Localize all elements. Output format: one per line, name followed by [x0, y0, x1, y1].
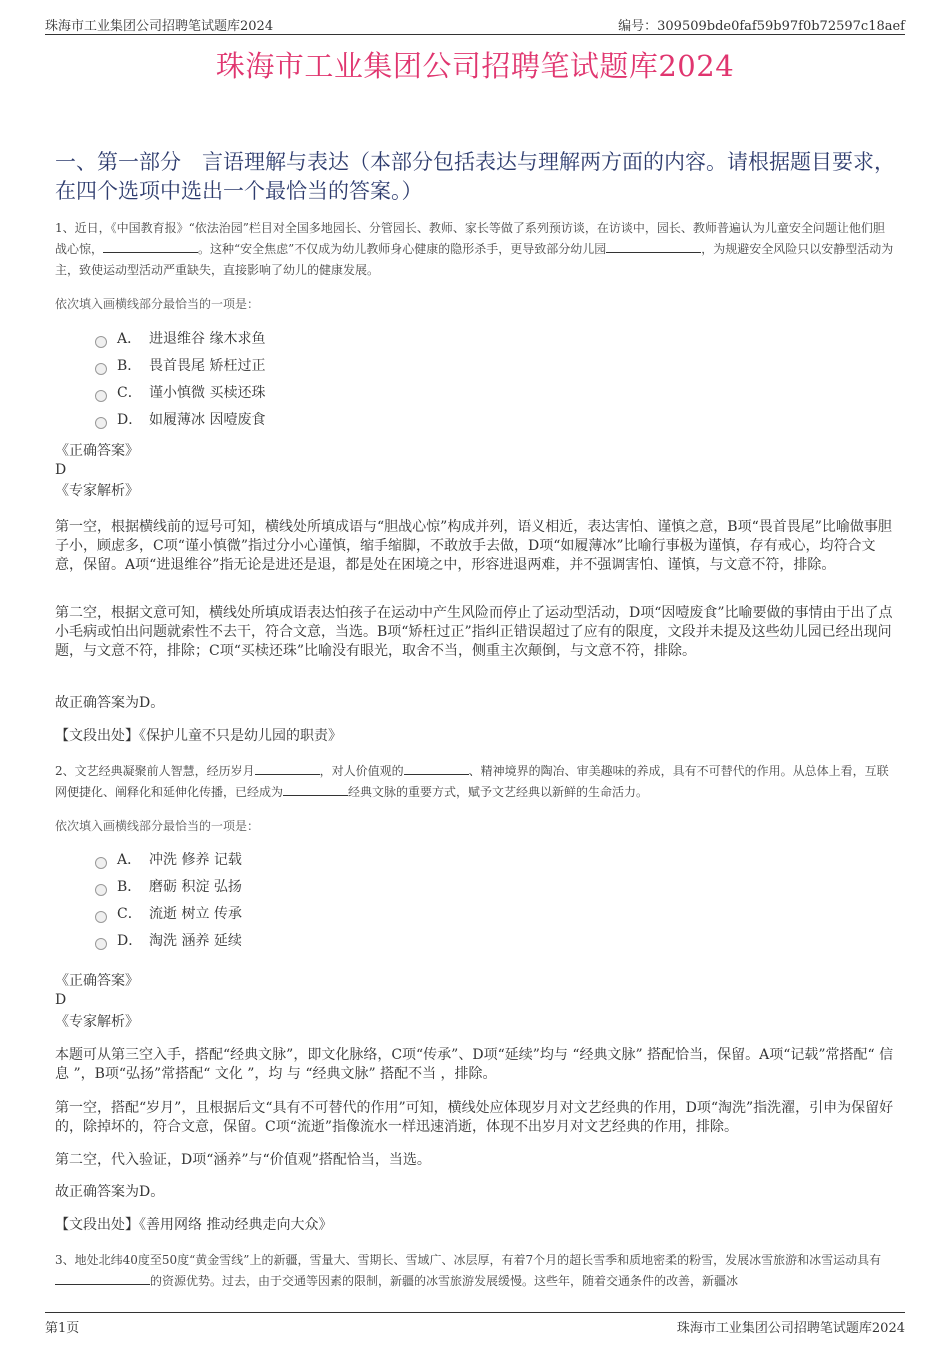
fill-blank: [404, 762, 469, 775]
analysis-paragraph: 本题可从第三空入手，搭配“经典文脉”，即文化脉络，C项“传承”、D项“延续”均与 “经典文脉” 搭配恰当，保留。A项“记载”常搭配“ 信息 ”，B项“弘扬”常搭配“ 文化 ”，均 与 “经典文脉” 搭配不当 ，排除。: [55, 1047, 894, 1082]
fill-blank: [55, 1272, 150, 1285]
footer-doc-title: 珠海市工业集团公司招聘笔试题库2024: [676, 1321, 905, 1336]
option-text: 畏首畏尾 矫枉过正: [149, 358, 266, 374]
stem-text: ，对人价值观的: [319, 764, 404, 778]
header-code-value: 309509bde0faf59b97f0b72597c18aef: [657, 19, 905, 34]
source-citation: 【文段出处】《保护儿童不只是幼儿园的职责》: [55, 728, 342, 744]
option-text: 流逝 树立 传承: [149, 906, 242, 922]
option-a[interactable]: [95, 326, 895, 353]
stem-text: 、精神境界的陶冶、审美趣味的养成，具有不可替代的作用。从总体上看，互联网便捷化、阐释化和延伸化传播，已经成为: [55, 764, 889, 799]
analysis-label: 《专家解析》: [55, 483, 139, 499]
analysis-label: 《专家解析》: [55, 1014, 139, 1030]
option-letter: A．: [117, 852, 142, 868]
stem-text: 。这种“安全焦虑”不仅成为幼儿教师身心健康的隐形杀手，更导致部分幼儿园: [198, 242, 607, 256]
radio-icon[interactable]: [95, 390, 107, 402]
question-2-stem: [55, 761, 895, 803]
header-doc-code: [618, 15, 905, 34]
option-text: 淘洗 涵养 延续: [149, 933, 242, 949]
page-header: [45, 12, 905, 35]
question-1-instruction: 依次填入画横线部分最恰当的一项是：: [55, 297, 260, 311]
option-letter: D．: [117, 412, 143, 428]
option-letter: C．: [117, 385, 142, 401]
header-code-label: 编号：: [618, 19, 658, 34]
stem-text: ，为规避安全风险只以安静型活动为主，致使运动型活动严重缺失，直接影响了幼儿的健康发展。: [55, 242, 894, 277]
fill-blank: [255, 762, 320, 775]
analysis-paragraph: 第二空，根据文意可知，横线处所填成语表达怕孩子在运动中产生风险而停止了运动型活动，D项“因噎废食”比喻要做的事情由于出了点小毛病或怕出问题就索性不去干，符合文意，当选。B项“矫枉过正”指纠正错误超过了应有的限度，文段并未提及这些幼儿园已经出现问题，与文意不符，排除；C项“买椟还珠”比喻没有眼光，取舍不当，侧重主次颠倒，与文意不符，排除。: [55, 605, 893, 659]
question-1-options: [95, 326, 895, 434]
page-title: 珠海市工业集团公司招聘笔试题库2024: [215, 49, 735, 83]
option-d[interactable]: [95, 928, 895, 955]
option-letter: A．: [117, 331, 142, 347]
option-c[interactable]: [95, 901, 895, 928]
stem-text: 的资源优势。过去，由于交通等因素的限制，新疆的冰雪旅游发展缓慢。这些年，随着交通条件的改善，新疆冰: [150, 1274, 739, 1288]
answer-label: 《正确答案》: [55, 973, 139, 989]
answer-value: D: [55, 462, 67, 478]
header-doc-title: 珠海市工业集团公司招聘笔试题库2024: [45, 19, 274, 34]
source-citation: 【文段出处】《善用网络 推动经典走向大众》: [55, 1217, 333, 1233]
page-footer: [45, 1312, 905, 1337]
fill-blank: [283, 783, 348, 796]
analysis-paragraph: 第一空，根据横线前的逗号可知，横线处所填成语与“胆战心惊”构成并列，语义相近，表达害怕、谨慎之意，B项“畏首畏尾”比喻做事胆子小，顾虑多，C项“谨小慎微”指过分小心谨慎，缩手缩脚，不敢放手去做，D项“如履薄冰”比喻行事极为谨慎，存有戒心，均符合文意，保留。A项“进退维谷”指无论是进还是退，都是处在困境之中，形容进退两难，并不强调害怕、谨慎，与文意不符，排除。: [55, 519, 892, 573]
radio-icon[interactable]: [95, 336, 107, 348]
stem-text: 经典文脉的重要方式，赋予文艺经典以新鲜的生命活力。: [348, 785, 649, 799]
option-letter: D．: [117, 933, 143, 949]
radio-icon[interactable]: [95, 911, 107, 923]
answer-value: D: [55, 992, 67, 1008]
option-b[interactable]: [95, 874, 895, 901]
page-number: 第1页: [45, 1321, 80, 1336]
radio-icon[interactable]: [95, 857, 107, 869]
option-text: 冲洗 修养 记载: [149, 852, 242, 868]
question-3-stem: [55, 1250, 895, 1292]
option-c[interactable]: [95, 380, 895, 407]
question-2-instruction: 依次填入画横线部分最恰当的一项是：: [55, 819, 260, 833]
option-letter: B．: [117, 879, 142, 895]
analysis-conclusion: 故正确答案为D。: [55, 695, 165, 711]
analysis-paragraph: 第二空，代入验证，D项“涵养”与“价值观”搭配恰当，当选。: [55, 1152, 431, 1168]
radio-icon[interactable]: [95, 363, 107, 375]
radio-icon[interactable]: [95, 417, 107, 429]
fill-blank: [103, 240, 198, 253]
stem-text: 1、近日，《中国教育报》“依法治园”栏目对全国多地园长、分管园长、教师、家长等做了系列预访谈，在访谈中，园长、教师普遍认为儿童安全问题让他们胆战心惊，: [55, 221, 885, 256]
answer-label: 《正确答案》: [55, 443, 139, 459]
analysis-paragraph: 第一空，搭配“岁月”，且根据后文“具有不可替代的作用”可知，横线处应体现岁月对文艺经典的作用，D项“淘洗”指洗濯，引申为保留好的，除掉坏的，符合文意，保留。C项“流逝”指像流水一样迅速消逝，体现不出岁月对文艺经典的作用，排除。: [55, 1100, 894, 1135]
option-d[interactable]: [95, 407, 895, 434]
analysis-conclusion: 故正确答案为D。: [55, 1184, 165, 1200]
radio-icon[interactable]: [95, 938, 107, 950]
option-text: 进退维谷 缘木求鱼: [149, 331, 266, 347]
question-2-options: [95, 847, 895, 955]
option-text: 谨小慎微 买椟还珠: [149, 385, 266, 401]
option-text: 磨砺 积淀 弘扬: [149, 879, 242, 895]
option-letter: C．: [117, 906, 142, 922]
fill-blank: [606, 240, 701, 253]
stem-text: 2、文艺经典凝聚前人智慧，经历岁月: [55, 764, 255, 778]
option-b[interactable]: [95, 353, 895, 380]
radio-icon[interactable]: [95, 884, 107, 896]
option-text: 如履薄冰 因噎废食: [149, 412, 266, 428]
question-1-stem: [55, 218, 895, 281]
option-letter: B．: [117, 358, 142, 374]
option-a[interactable]: [95, 847, 895, 874]
stem-text: 3、地处北纬40度至50度“黄金雪线”上的新疆，雪量大、雪期长、雪域广、冰层厚，有着7个月的超长雪季和质地密柔的粉雪，发展冰雪旅游和冰雪运动具有: [55, 1253, 882, 1267]
section-title: 一、第一部分 言语理解与表达（本部分包括表达与理解两方面的内容。请根据题目要求，在四个选项中选出一个最恰当的答案。）: [55, 150, 895, 203]
